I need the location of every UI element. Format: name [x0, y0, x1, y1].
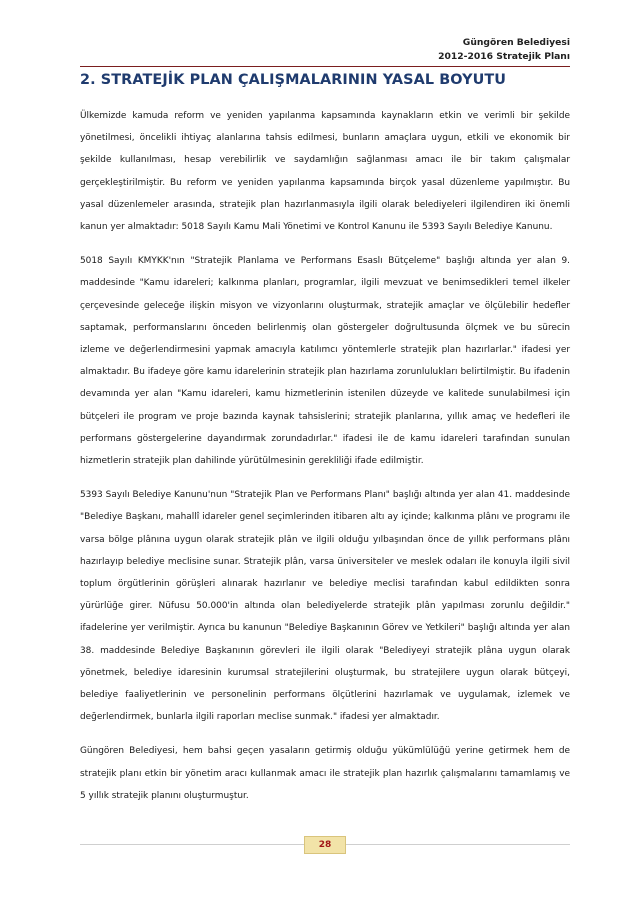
header-organization: Güngören Belediyesi — [462, 37, 570, 48]
header-divider — [80, 66, 570, 67]
section-title: 2. STRATEJİK PLAN ÇALIŞMALARININ YASAL BOYUTU — [80, 72, 507, 88]
paragraph-5018-law: 5018 Sayılı KMYKK'nın "Stratejik Planlama ve Performans Esaslı Bütçeleme" başlığı altında yer alan 9. maddesinde "Kamu idareleri; kalkınma planları, programlar, ilgili mevzuat ve benimsedikleri temel ilkeler çerçevesinde geleceğe ilişkin misyon ve vizyonlarını oluşturmak, stratejik amaçlar ve ölçülebilir hedefler saptamak, performanslarını önceden belirlenmiş olan göstergeler doğrultusunda ölçmek ve bu sürecin izleme ve değerlendirmesini yapmak amacıyla katılımcı yöntemlerle stratejik plan hazırlarlar." ifadesi yer almaktadır. Bu ifadeye göre kamu idarelerinin stratejik plan hazırlama zorunlulukları belirtilmiştir. Bu ifadenin devamında yer alan "Kamu idareleri, kamu hizmetlerinin istenilen düzeyde ve kalitede sunulabilmesi için bütçeleri ile program ve proje bazında kaynak tahsislerini; stratejik planlarına, yıllık amaç ve hedefleri ile performans göstergelerine dayandırmak zorundadırlar." ifadesi ile de kamu idareleri tarafından sunulan hizmetlerin stratejik plan dahilinde yürütülmesinin gerekliliği ifade edilmiştir. — [80, 256, 570, 467]
running-header — [438, 36, 570, 64]
paragraph-5393-law: 5393 Sayılı Belediye Kanunu'nun "Stratejik Plan ve Performans Planı" başlığı altında yer alan 41. maddesinde "Belediye Başkanı, mahallî idareler genel seçimlerinden itibaren altı ay içinde; kalkınma plânı ve programı ile varsa bölge plânına uygun olarak stratejik plân ve ilgili olduğu yılbaşından önce de yıllık performans plânı hazırlayıp belediye meclisine sunar. Stratejik plân, varsa üniversiteler ve meslek odaları ile konuyla ilgili sivil toplum örgütlerinin görüşleri alınarak hazırlanır ve belediye meclisi tarafından kabul edildikten sonra yürürlüğe girer. Nüfusu 50.000'in altında olan belediyelerde stratejik plân yapılması zorunlu değildir." ifadelerine yer verilmiştir. Ayrıca bu kanunun "Belediye Başkanının Görev ve Yetkileri" başlığı altında yer alan 38. maddesinde Belediye Başkanının görevleri ile ilgili olarak "Belediyeyi stratejik plâna uygun olarak yönetmek, belediye idaresinin kurumsal stratejilerini oluşturmak, bu stratejilere uygun olarak bütçeyi, belediye faaliyetlerinin ve personelinin performans ölçütlerini hazırlamak ve uygulamak, izlemek ve değerlendirmek, bunlarla ilgili raporları meclise sunmak." ifadesi yer almaktadır. — [80, 490, 570, 723]
page-number-badge: 28 — [304, 836, 346, 854]
body-text — [80, 105, 570, 819]
header-plan-title: 2012-2016 Stratejik Planı — [438, 51, 570, 62]
paragraph-intro: Ülkemizde kamuda reform ve yeniden yapılanma kapsamında kaynakların etkin ve verimli bir şekilde yönetilmesi, öncelikli ihtiyaç alanlarına tahsis edilmesi, bunların amaçlara uygun, etkili ve ekonomik bir şekilde kullanılması, hesap verebilirlik ve saydamlığın sağlanması amacı ile bir takım çalışmalar gerçekleştirilmiştir. Bu reform ve yeniden yapılanma kapsamında birçok yasal düzenleme yapılmıştır. Bu yasal düzenlemeler arasında, stratejik plan hazırlanmasıyla ilgili olarak belediyeleri ilgilendiren iki önemli kanun yer almaktadır: 5018 Sayılı Kamu Mali Yönetimi ve Kontrol Kanunu ile 5393 Sayılı Belediye Kanunu. — [80, 111, 570, 233]
paragraph-conclusion: Güngören Belediyesi, hem bahsi geçen yasaların getirmiş olduğu yükümlülüğü yerine getirmek hem de stratejik planı etkin bir yönetim aracı kullanmak amacı ile stratejik plan hazırlık çalışmalarını tamamlamış ve 5 yıllık stratejik planını oluşturmuştur. — [80, 746, 570, 801]
